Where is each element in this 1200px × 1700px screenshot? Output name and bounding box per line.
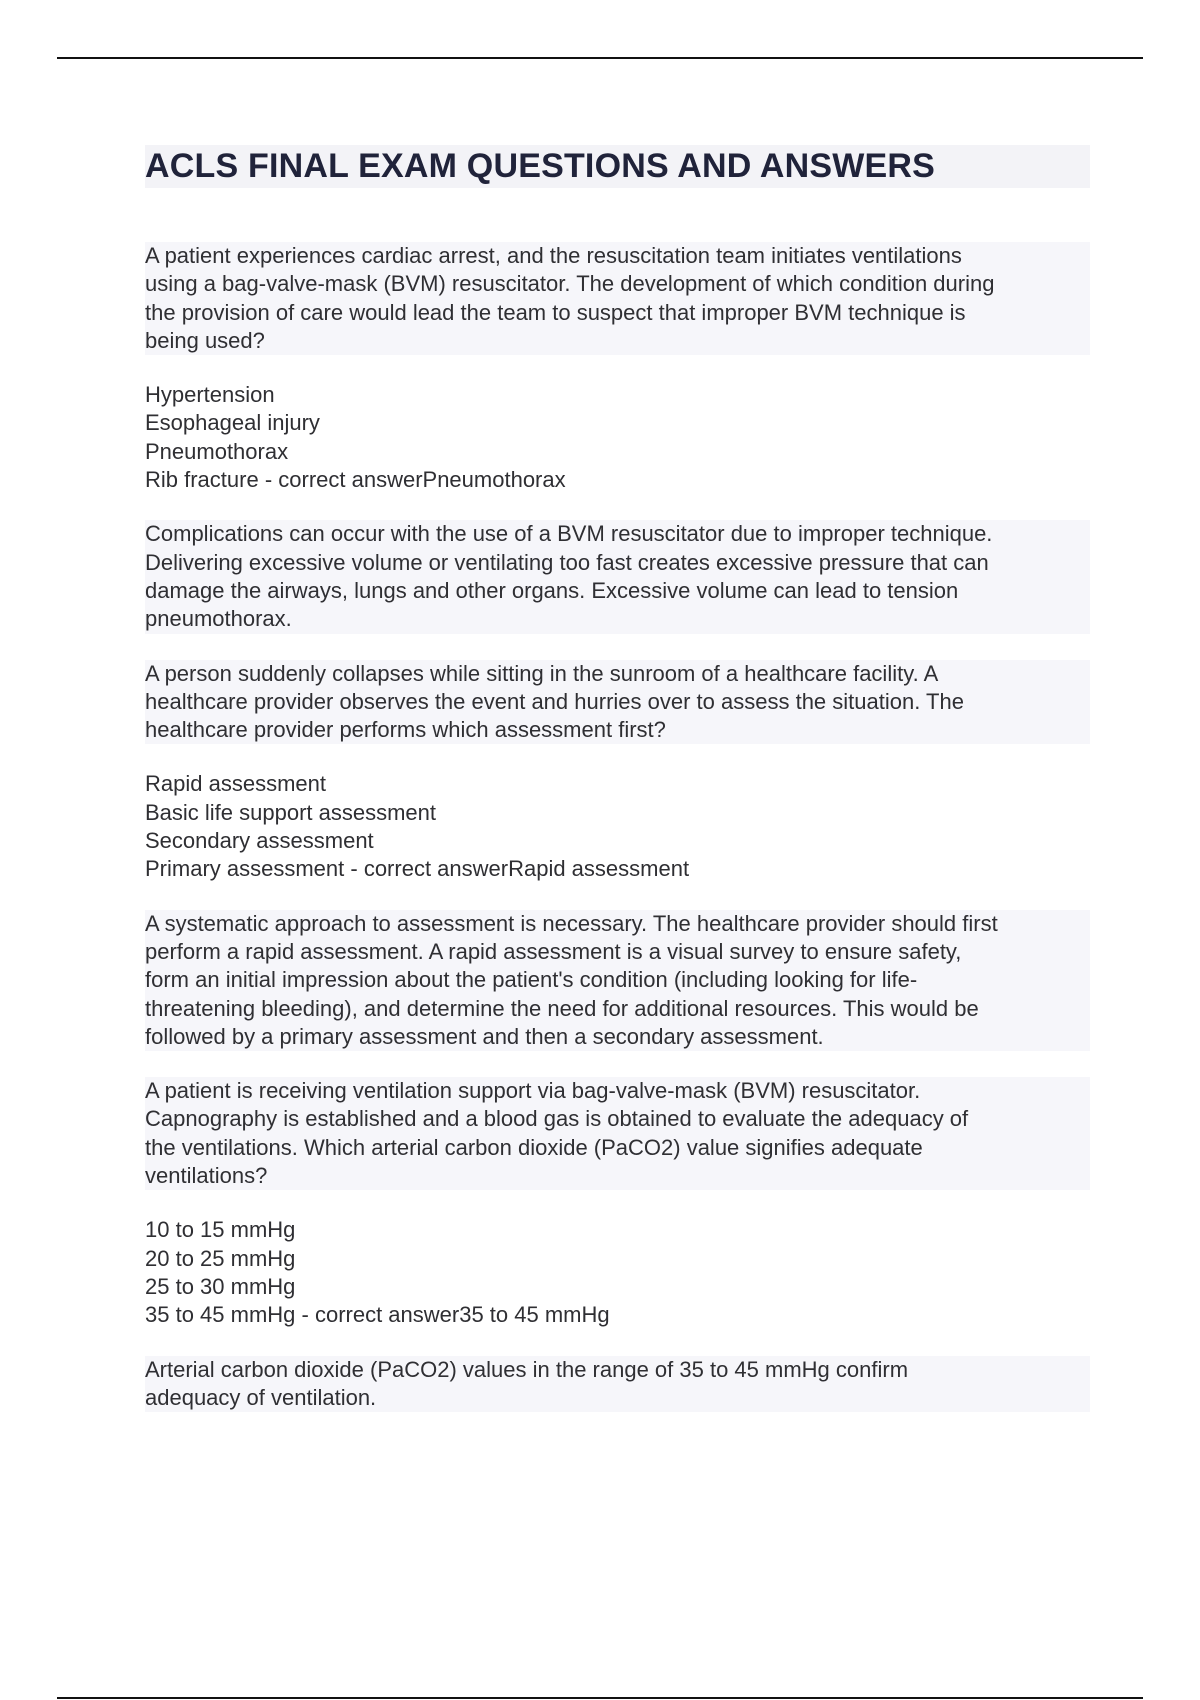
question-line: A patient is receiving ventilation support via bag-valve-mask (BVM) resuscitator. <box>145 1078 921 1104</box>
options-2 <box>145 770 1090 883</box>
options-1 <box>145 381 1090 494</box>
question-line: the provision of care would lead the team to suspect that improper BVM technique is <box>145 299 966 325</box>
rationale-3 <box>145 1356 1090 1413</box>
rationale-line: followed by a primary assessment and then a secondary assessment. <box>145 1023 824 1049</box>
answer-option-correct: Rib fracture - correct answerPneumothorax <box>145 467 566 493</box>
answer-option: 10 to 15 mmHg <box>145 1217 296 1243</box>
answer-option: Basic life support assessment <box>145 799 437 825</box>
rationale-line: threatening bleeding), and determine the need for additional resources. This would be <box>145 995 979 1021</box>
options-3 <box>145 1216 1090 1329</box>
question-3 <box>145 1077 1090 1190</box>
answer-option: Pneumothorax <box>145 438 289 464</box>
rationale-line: Delivering excessive volume or ventilating too fast creates excessive pressure that can <box>145 549 989 575</box>
question-line: A person suddenly collapses while sitting in the sunroom of a healthcare facility. A <box>145 660 939 686</box>
rationale-line: damage the airways, lungs and other organs. Excessive volume can lead to tension <box>145 577 959 603</box>
question-line: ventilations? <box>145 1163 268 1189</box>
rationale-2 <box>145 910 1090 1051</box>
question-line: being used? <box>145 327 265 353</box>
answer-option: Secondary assessment <box>145 828 374 854</box>
answer-option-correct: Primary assessment - correct answerRapid assessment <box>145 856 690 882</box>
rationale-line: A systematic approach to assessment is necessary. The healthcare provider should first <box>145 910 998 936</box>
answer-option: 20 to 25 mmHg <box>145 1245 296 1271</box>
rationale-1 <box>145 520 1090 633</box>
question-line: Capnography is established and a blood gas is obtained to evaluate the adequacy of <box>145 1106 969 1132</box>
rationale-line: perform a rapid assessment. A rapid assessment is a visual survey to ensure safety, <box>145 938 962 964</box>
question-line: healthcare provider performs which assessment first? <box>145 717 666 743</box>
answer-option: 25 to 30 mmHg <box>145 1273 296 1299</box>
answer-option: Hypertension <box>145 382 275 408</box>
rationale-line: adequacy of ventilation. <box>145 1384 377 1410</box>
document-body <box>145 145 1090 1438</box>
question-line: healthcare provider observes the event and hurries over to assess the situation. The <box>145 688 964 714</box>
top-rule <box>57 57 1143 59</box>
document-title: ACLS FINAL EXAM QUESTIONS AND ANSWERS <box>145 147 936 185</box>
rationale-line: pneumothorax. <box>145 606 292 632</box>
title-bar <box>145 145 1090 188</box>
question-2 <box>145 660 1090 745</box>
question-line: A patient experiences cardiac arrest, and the resuscitation team initiates ventilations <box>145 243 962 268</box>
bottom-rule <box>57 1697 1143 1699</box>
answer-option: Esophageal injury <box>145 410 320 436</box>
question-line: the ventilations. Which arterial carbon dioxide (PaCO2) value signifies adequate <box>145 1134 923 1160</box>
rationale-line: Complications can occur with the use of a BVM resuscitator due to improper technique. <box>145 521 993 547</box>
rationale-line: Arterial carbon dioxide (PaCO2) values in the range of 35 to 45 mmHg confirm <box>145 1356 909 1382</box>
answer-option-correct: 35 to 45 mmHg - correct answer35 to 45 mmHg <box>145 1302 610 1328</box>
question-1 <box>145 242 1090 355</box>
question-line: using a bag-valve-mask (BVM) resuscitator. The development of which condition during <box>145 271 995 297</box>
answer-option: Rapid assessment <box>145 771 326 797</box>
rationale-line: form an initial impression about the patient's condition (including looking for life- <box>145 967 918 993</box>
